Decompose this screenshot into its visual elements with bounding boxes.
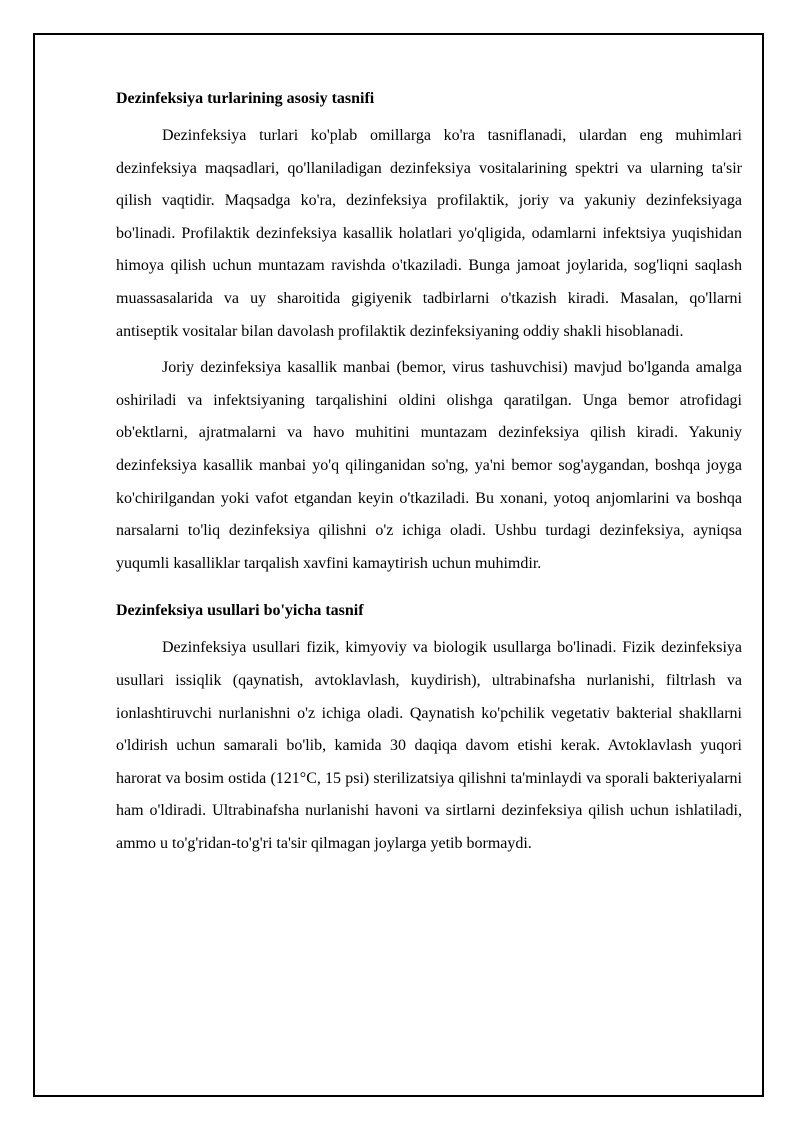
paragraph-methods-1: Dezinfeksiya usullari fizik, kimyoviy va biologik usullarga bo'linadi. Fizik dezinfeksiya usullari issiqlik (qaynatish, avtoklavlash, kuydirish), ultrabinafsha nurlanishi, filtrlash va ionlashtiruvchi nurlanishni o'z ichiga oladi. Qaynatish ko'pchilik vegetativ bakterial shakllarni o'ldirish uchun samarali bo'lib, kamida 30 daqiqa davom etishi kerak. Avtoklavlash yuqori harorat va bosim ostida (121°C, 15 psi) sterilizatsiya qilishni ta'minlaydi va sporali bakteriyalarni ham o'ldiradi. Ultrabinafsha nurlanishi havoni va sirtlarni dezinfeksiya qilish uchun ishlatiladi, ammo u to'g'ridan-to'g'ri ta'sir qilmagan joylarga yetib bormaydi.	[116, 639, 742, 852]
section-heading-types: Dezinfeksiya turlarining asosiy tasnifi	[116, 90, 375, 107]
document-body	[116, 86, 742, 864]
section-heading-methods: Dezinfeksiya usullari bo'yicha tasnif	[116, 602, 364, 620]
paragraph-types-2: Joriy dezinfeksiya kasallik manbai (bemor, virus tashuvchisi) mavjud bo'lganda amalga oshiriladi va infektsiyaning tarqalishini oldini olishga qaratilgan. Unga bemor atrofidagi ob'ektlarni, ajratmalarni va havo muhitini muntazam dezinfeksiya qilish kiradi. Yakuniy dezinfeksiya kasallik manbai yo'q qilinganidan so'ng, ya'ni bemor sog'aygandan, boshqa joyga ko'chirilgandan yoki vafot etgandan keyin o'tkaziladi. Bu xonani, yotoq anjomlarini va boshqa narsalarni to'liq dezinfeksiya qilishni o'z ichiga oladi. Ushbu turdagi dezinfeksiya, ayniqsa yuqumli kasalliklar tarqalish xavfini kamaytirish uchun muhimdir.	[116, 359, 742, 572]
paragraph-types-1: Dezinfeksiya turlari ko'plab omillarga ko'ra tasniflanadi, ulardan eng muhimlari dezinfeksiya maqsadlari, qo'llaniladigan dezinfeksiya vositalarining spektri va ularning ta'sir qilish vaqtidir. Maqsadga ko'ra, dezinfeksiya profilaktik, joriy va yakuniy dezinfeksiyaga bo'linadi. Profilaktik dezinfeksiya kasallik holatlari yo'qligida, odamlarni infektsiya yuqishidan himoya qilish uchun muntazam ravishda o'tkaziladi. Bunga jamoat joylarida, sog'liqni saqlash muassasalarida va uy sharoitida gigiyenik tadbirlarni o'tkazish kiradi. Masalan, qo'llarni antiseptik vositalar bilan davolash profilaktik dezinfeksiyaning oddiy shakli hisoblanadi.	[116, 127, 742, 340]
